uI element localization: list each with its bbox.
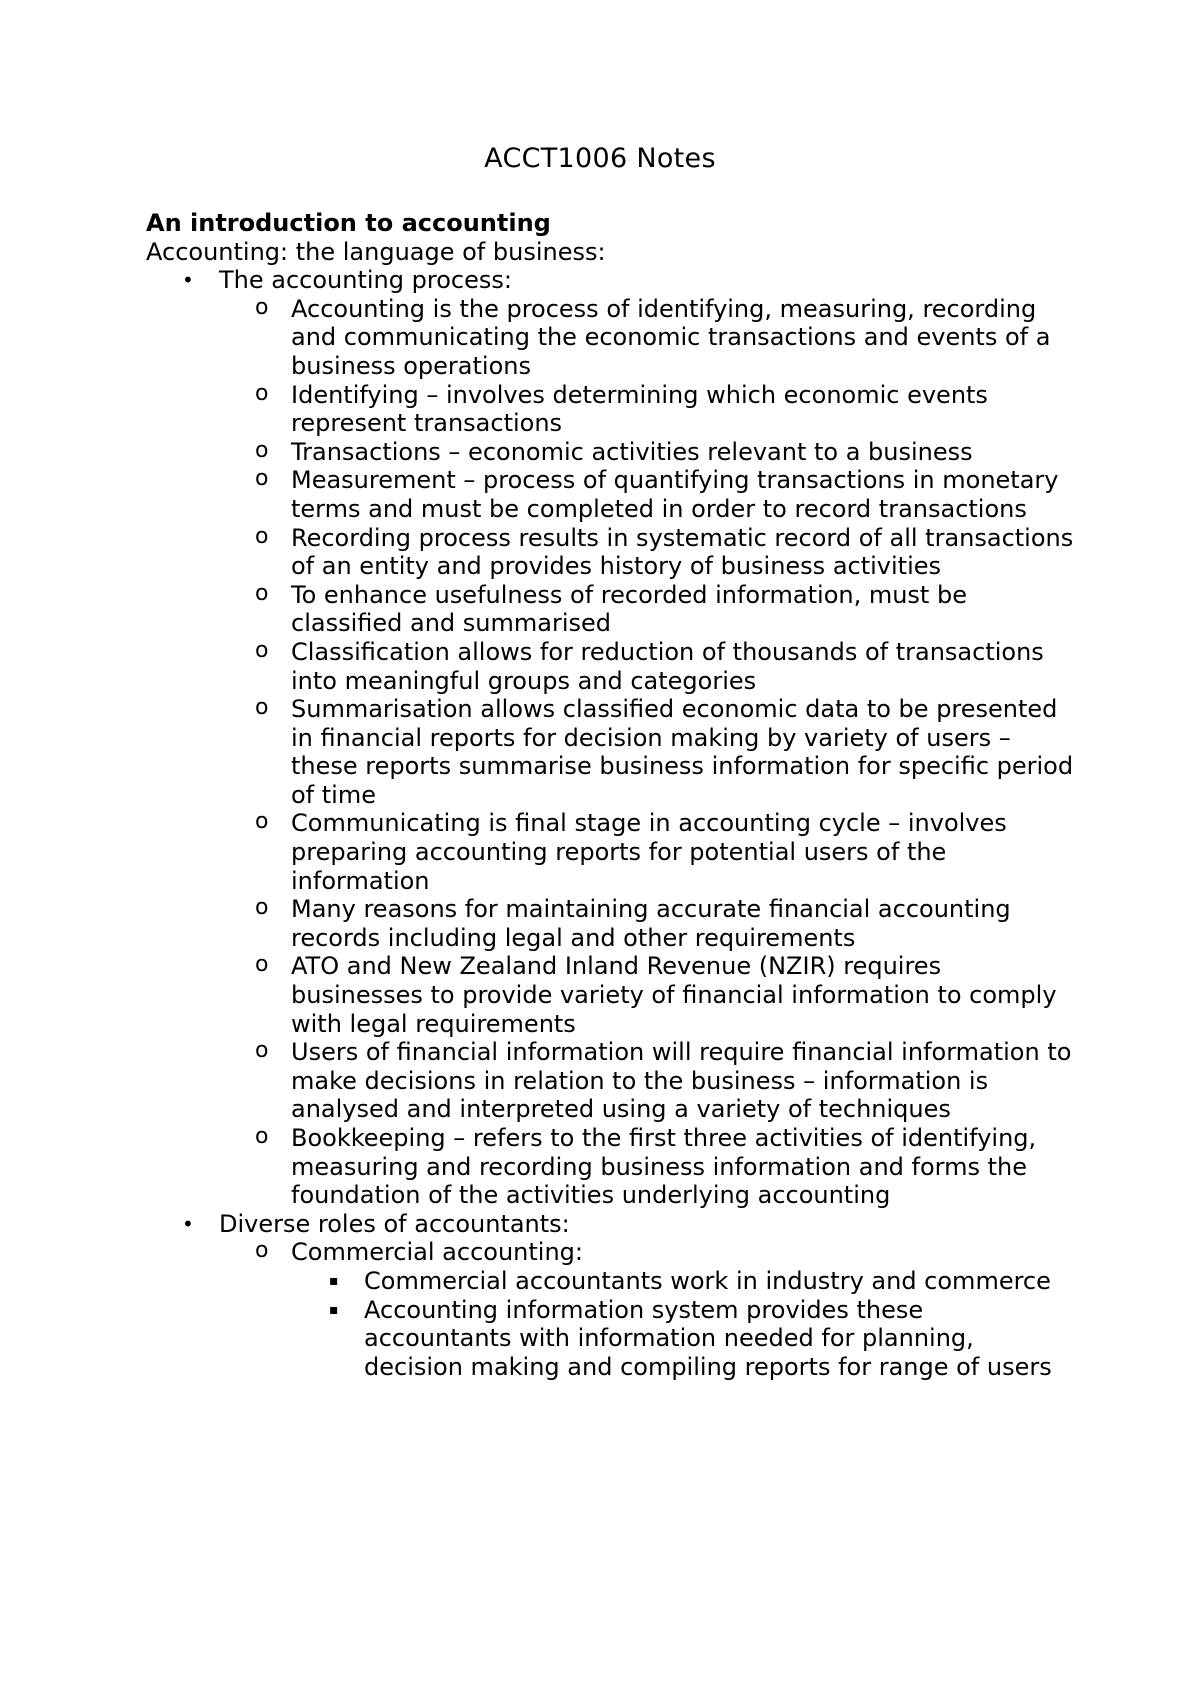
list-item <box>219 524 1076 581</box>
circle-bullet-icon: o <box>255 523 269 549</box>
sub-sub-list <box>291 1267 1076 1381</box>
list-item <box>219 381 1076 438</box>
list-item-text: Accounting is the process of identifying, measuring, recording and communicating the economic transactions and events of a business operations <box>291 294 1051 380</box>
bullet-icon: • <box>182 1211 194 1236</box>
circle-bullet-icon: o <box>255 380 269 406</box>
list-item <box>219 1038 1076 1124</box>
list-item-text: Bookkeeping – refers to the first three activities of identifying, measuring and recording business information and forms the foundation of the activities underlying accounting <box>291 1124 1037 1210</box>
list-item-text: Commercial accounting: <box>291 1238 583 1267</box>
list-item-text: Identifying – involves determining which economic events represent transactions <box>291 380 988 438</box>
list-item <box>291 1296 1076 1382</box>
intro-line: Accounting: the language of business: <box>146 237 606 266</box>
circle-bullet-icon: o <box>255 895 269 921</box>
list-item <box>291 1267 1076 1296</box>
list-item <box>219 295 1076 381</box>
list-item <box>219 581 1076 638</box>
document-body <box>146 209 1076 1381</box>
circle-bullet-icon: o <box>255 437 269 463</box>
circle-bullet-icon: o <box>255 580 269 606</box>
circle-bullet-icon: o <box>255 1238 269 1264</box>
list-item-commercial-accounting <box>219 1238 1076 1381</box>
list-item-text: Users of financial information will require financial information to make decisions in relation to the business – information is analysed and interpreted using a variety of techniques <box>291 1038 1072 1124</box>
list-item-text: Transactions – economic activities relevant to a business <box>291 437 973 466</box>
list-item-text: Many reasons for maintaining accurate financial accounting records including legal and other requirements <box>291 895 1011 952</box>
list-item <box>219 695 1076 809</box>
list-item <box>219 809 1076 895</box>
list-item-roles-of-accountants <box>146 1210 1076 1382</box>
list-item-text: ATO and New Zealand Inland Revenue (NZIR) requires businesses to provide variety of financial information to comply with legal requirements <box>291 952 1057 1038</box>
list-item-text: Recording process results in systematic record of all transactions of an entity and provides history of business activities <box>291 523 1074 581</box>
circle-bullet-icon: o <box>255 952 269 978</box>
list-item <box>219 466 1076 523</box>
sub-list <box>219 1238 1076 1381</box>
list-item-text: Accounting information system provides these accountants with information needed for planning, decision making and compiling reports for range of users <box>364 1295 1052 1381</box>
square-bullet-icon: ▪ <box>329 1301 339 1318</box>
section-heading: An introduction to accounting <box>146 209 551 237</box>
list-item-text: Communicating is final stage in accounting cycle – involves preparing accounting reports for potential users of the information <box>291 809 1007 895</box>
list-item-text: To enhance usefulness of recorded information, must be classified and summarised <box>291 580 967 638</box>
circle-bullet-icon: o <box>255 466 269 492</box>
list-item <box>219 952 1076 1038</box>
bullet-list <box>146 266 1076 1381</box>
circle-bullet-icon: o <box>255 1038 269 1064</box>
document-title: ACCT1006 Notes <box>484 143 716 174</box>
list-item <box>219 438 1076 467</box>
list-item-text: Measurement – process of quantifying transactions in monetary terms and must be completed in order to record transactions <box>291 466 1059 523</box>
circle-bullet-icon: o <box>255 1124 269 1149</box>
circle-bullet-icon: o <box>255 809 269 835</box>
list-item-text: Summarisation allows classified economic data to be presented in financial reports for decision making by variety of users – these reports summarise business information for specific period of time <box>291 695 1074 809</box>
circle-bullet-icon: o <box>255 637 269 663</box>
list-item-text: Classification allows for reduction of thousands of transactions into meaningful groups and categories <box>291 637 1044 695</box>
list-item-text: Commercial accountants work in industry and commerce <box>364 1266 1051 1295</box>
list-item-label: Diverse roles of accountants: <box>219 1209 570 1238</box>
circle-bullet-icon: o <box>255 294 269 320</box>
list-item-accounting-process <box>146 266 1076 1210</box>
square-bullet-icon: ▪ <box>329 1272 339 1289</box>
bullet-icon: • <box>182 268 194 293</box>
sub-list <box>219 295 1076 1210</box>
list-item-label: The accounting process: <box>219 266 512 295</box>
list-item <box>219 895 1076 952</box>
list-item <box>219 638 1076 695</box>
list-item <box>219 1124 1076 1210</box>
circle-bullet-icon: o <box>255 695 269 721</box>
